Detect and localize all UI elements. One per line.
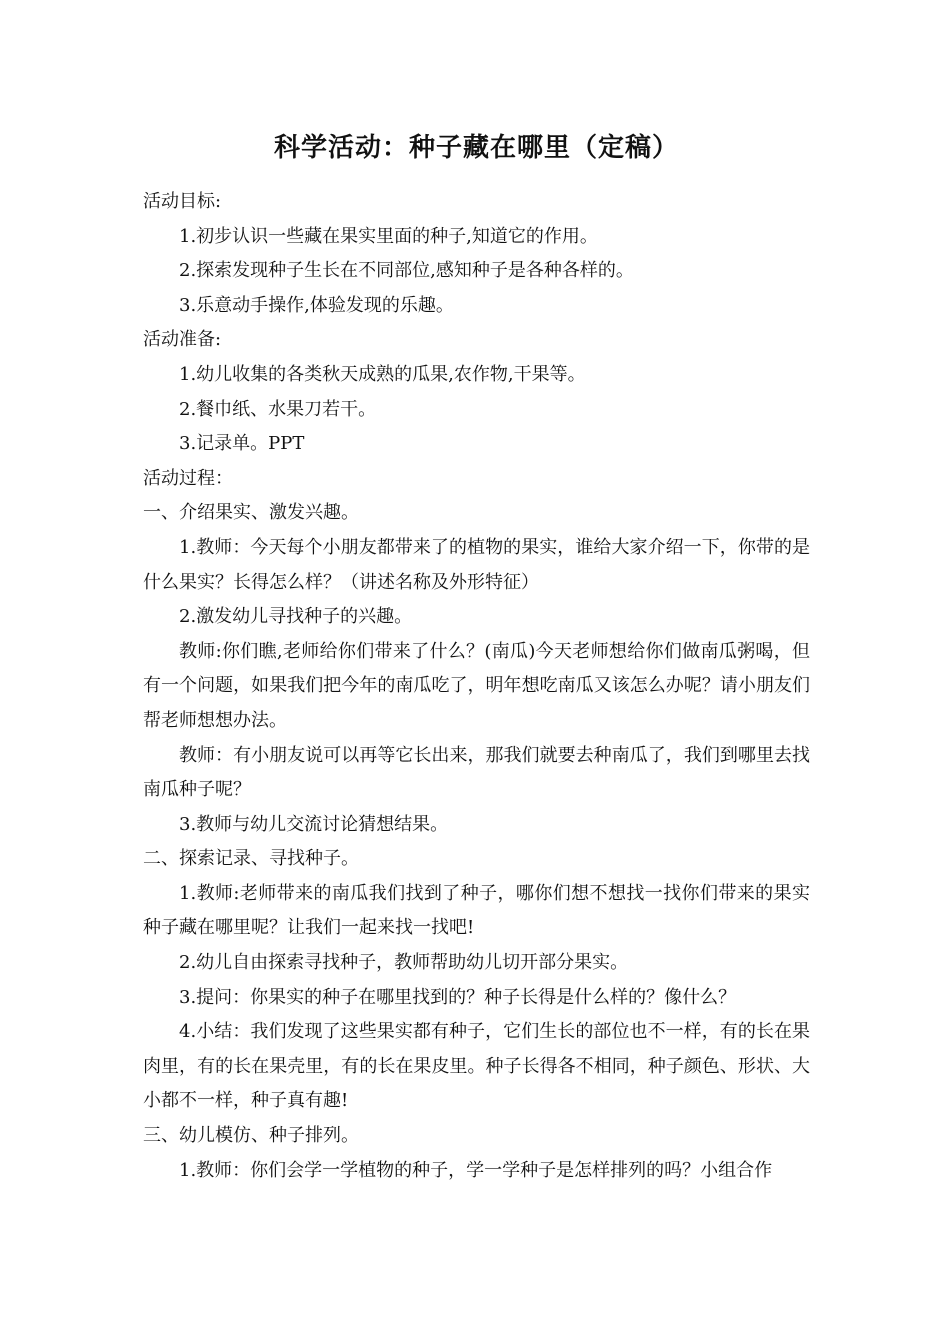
- body-paragraph: 1.幼儿收集的各类秋天成熟的瓜果,农作物,干果等。: [179, 363, 586, 385]
- body-paragraph: 3.提问：你果实的种子在哪里找到的？种子长得是什么样的？像什么？: [179, 986, 737, 1008]
- body-paragraph: 2.餐巾纸、水果刀若干。: [179, 398, 377, 420]
- body-paragraph: 2.幼儿自由探索寻找种子，教师帮助幼儿切开部分果实。: [179, 952, 629, 974]
- body-paragraph: 3.乐意动手操作,体验发现的乐趣。: [179, 294, 454, 316]
- body-paragraph: 3.记录单。PPT: [179, 433, 305, 455]
- section-heading: 活动准备:: [143, 329, 222, 351]
- section-heading: 三、幼儿模仿、种子排列。: [143, 1125, 359, 1147]
- body-paragraph: 教师:你们瞧,老师给你们带来了什么？(南瓜)今天老师想给你们做南瓜粥喝，但有一个问题，如果我们把今年的南瓜吃了，明年想吃南瓜又该怎么办呢？请小朋友们帮老师想想办法。: [143, 640, 810, 731]
- document-title: 科学活动：种子藏在哪里（定稿）: [273, 133, 679, 163]
- section-heading: 活动过程：: [143, 467, 233, 489]
- section-heading: 活动目标:: [143, 191, 222, 212]
- body-paragraph: 2.激发幼儿寻找种子的兴趣。: [179, 606, 413, 628]
- body-paragraph: 3.教师与幼儿交流讨论猜想结果。: [179, 813, 449, 835]
- section-heading: 二、探索记录、寻找种子。: [143, 848, 359, 870]
- body-paragraph: 教师：有小朋友说可以再等它长出来，那我们就要去种南瓜了，我们到哪里去找南瓜种子呢？: [143, 744, 810, 801]
- body-paragraph: 1.教师：今天每个小朋友都带来了的植物的果实，谁给大家介绍一下，你带的是什么果实？长得怎么样？（讲述名称及外形特征）: [143, 536, 810, 593]
- body-paragraph: 1.初步认识一些藏在果实里面的种子,知道它的作用。: [179, 225, 598, 247]
- body-paragraph: 4.小结：我们发现了这些果实都有种子，它们生长的部位也不一样，有的长在果肉里，有的长在果壳里，有的长在果皮里。种子长得各不相同，种子颜色、形状、大小都不一样，种子真有趣!: [143, 1021, 810, 1112]
- body-paragraph: 1.教师:老师带来的南瓜我们找到了种子，哪你们想不想找一找你们带来的果实种子藏在哪里呢？让我们一起来找一找吧!: [143, 882, 810, 939]
- section-heading: 一、介绍果实、激发兴趣。: [143, 502, 359, 524]
- body-paragraph: 2.探索发现种子生长在不同部位,感知种子是各种各样的。: [179, 260, 634, 282]
- document-body: [143, 185, 810, 1188]
- body-paragraph: 1.教师：你们会学一学植物的种子，学一学种子是怎样排列的吗？小组合作: [179, 1159, 773, 1181]
